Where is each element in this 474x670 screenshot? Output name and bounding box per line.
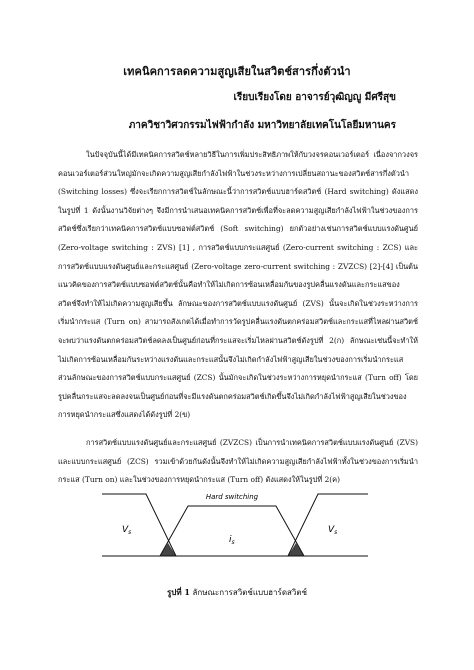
- affiliation-line: ภาควิชาวิศวกรรมไฟฟ้ากำลัง มหาวิทยาลัยเทคโนโลยีมหานคร: [128, 120, 396, 131]
- figure-title: Hard switching: [205, 493, 259, 501]
- author-line: เรียบเรียงโดย อาจารย์วุฒิญญู มีศรีสุข: [233, 92, 396, 103]
- caption-label: รูปที่ 1: [166, 587, 190, 597]
- caption-text: ลักษณะการสวิตช์แบบฮาร์ดสวิตช์: [192, 588, 308, 597]
- paragraph-1: ในปัจจุบันนี้ได้มีเทคนิคการสวิตช์หลายวิธีในการเพิ่มประสิทธิภาพให้กับวงจรคอนเวอร์เตอร์ เนื่องจากวงจรคอนเวอร์เตอร์ส่วนใหญ่มักจะเกิดความสูญเสียกำลังไฟฟ้าในช่วงระหว่างการเปลี่ยนสถานะของสวิตช์สารกึ่งตัวนำ (Switching losses) ซึ่งจะเรียกการสวิตช์ในลักษณะนี้ว่าการสวิตช์แบบฮาร์ดสวิตช์ (Hard switching) ดังแสดงในรูปที่ 1 ดังนั้นงานวิจัยต่างๆ จึงมีการนำเสนอเทคนิคการสวิตช์เพื่อที่จะลดความสูญเสียกำลังไฟฟ้าในช่วงของการสวิตช์ซึ่งเรียกว่าเทคนิคการสวิตช์แบบซอฟต์สวิตช์ (Soft switching) ยกตัวอย่างเช่นการสวิตช์แบบแรงดันศูนย์ (Zero-voltage switching : ZVS) [1] , การสวิตช์แบบกระแสศูนย์ (Zero-current switching : ZCS) และการสวิตช์แบบแรงดันศูนย์และกระแสศูนย์ (Zero-voltage zero-current switching : ZVZCS) [2]-[4] เป็นต้น แนวคิดของการสวิตช์แบบซอฟต์สวิตช์นั้นคือทำให้ไม่เกิดการซ้อนเหลื่อมกันของรูปคลื่นแรงดันและกระแสของสวิตช์จึงทำให้ไม่เกิดความสูญเสียขึ้น ลักษณะของการสวิตช์แบบแรงดันศูนย์ (ZVS) นั้นจะเกิดในช่วงระหว่างการเริ่มนำกระแส (Turn on) สามารถสังเกตได้เมื่อทำการวัดรูปคลื่นแรงดันตกคร่อมสวิตช์และกระแสที่ไหลผ่านสวิตช์จะพบว่าแรงดันตกคร่อมสวิตช์ลดลงเป็นศูนย์ก่อนที่กระแสจะเริ่มไหลผ่านสวิตช์ดังรูปที่ 2(ก) ลักษณะเช่นนี้จะทำให้ไม่เกิดการซ้อนเหลื่อมกันระหว่างแรงดันและกระแสนั้นจึงไม่เกิดกำลังไฟฟ้าสูญเสียในช่วงของการเริ่มนำกระแส ส่วนลักษณะของการสวิตช์แบบกระแสศูนย์ (ZCS) นั้นมักจะเกิดในช่วงระหว่างการหยุดนำกระแส (Turn off) โดยรูปคลื่นกระแสจะลดลงจนเป็นศูนย์ก่อนที่จะมีแรงดันตกคร่อมสวิตช์เกิดขึ้นจึงไม่เกิดกำลังไฟฟ้าสูญเสียในช่วงของการหยุดนำกระแสซึ่งแสดงได้ดังรูปที่ 2(ข): [58, 150, 418, 420]
- hard-switching-figure: [100, 486, 370, 576]
- vs-label-right: $V_s$: [328, 525, 338, 536]
- document-title: เทคนิคการลดความสูญเสียในสวิตช์สารกึ่งตัวนำ: [123, 65, 351, 78]
- is-label: $i_s$: [229, 535, 235, 546]
- figure-caption: [0, 586, 474, 599]
- vs-label-left: $V_s$: [122, 525, 132, 536]
- paragraph-2: การสวิตช์แบบแรงดันศูนย์และกระแสศูนย์ (ZVZCS) เป็นการนำเทคนิคการสวิตช์แบบแรงดันศูนย์ (ZVS) และแบบกระแสศูนย์ (ZCS) รวมเข้าด้วยกันดังนั้นจึงทำให้ไม่เกิดความสูญเสียกำลังไฟฟ้าทั้งในช่วงของการเริ่มนำกระแส (Turn on) และในช่วงของการหยุดนำกระแส (Turn off) ดังแสดงให้ในรูปที่ 2(ค): [58, 438, 418, 485]
- turn-on-loss-area: [160, 543, 176, 556]
- turn-off-loss-area: [288, 543, 304, 556]
